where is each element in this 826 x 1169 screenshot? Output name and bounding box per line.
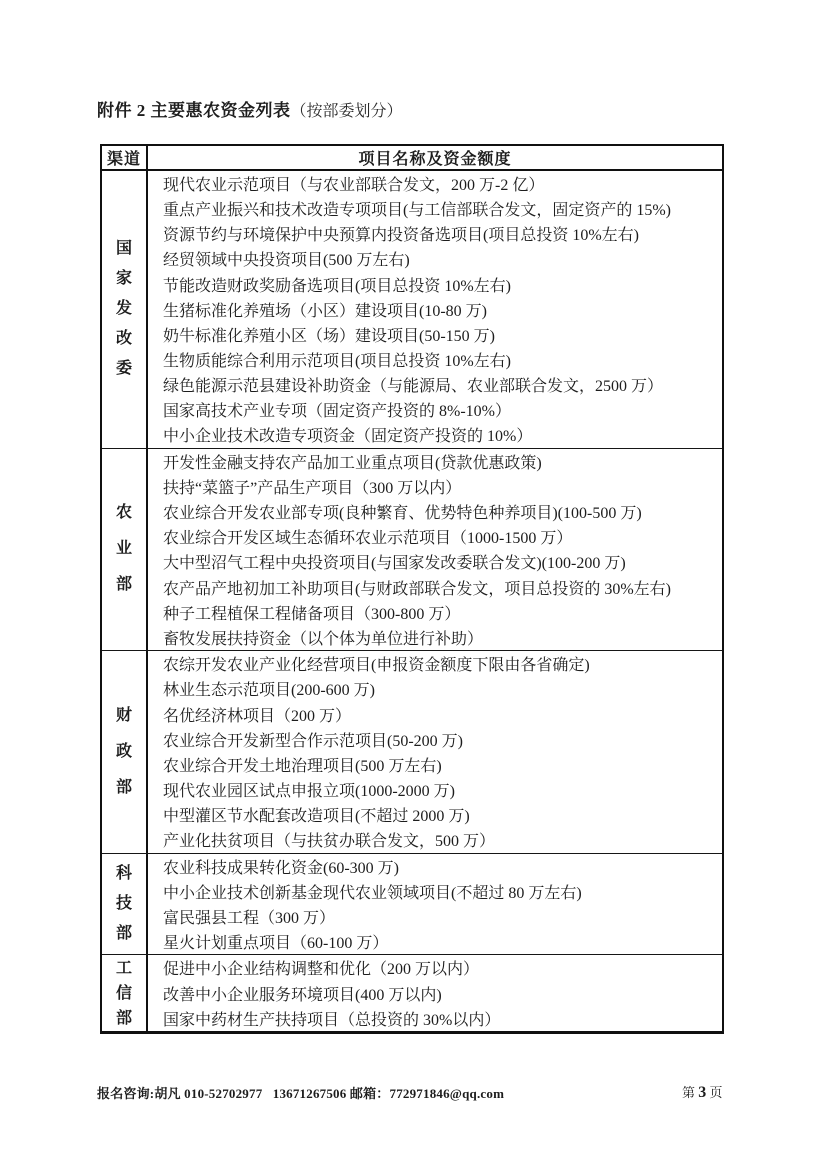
project-row: 重点产业振兴和技术改造专项项目(与工信部联合发文，固定资产的 15%) bbox=[163, 202, 671, 220]
project-rows bbox=[148, 651, 722, 853]
table-header-row bbox=[102, 146, 722, 171]
project-row: 绿色能源示范县建设补助资金（与能源局、农业部联合发文，2500 万） bbox=[163, 378, 664, 396]
table-section bbox=[102, 955, 722, 1031]
project-row: 畜牧发展扶持资金（以个体为单位进行补助） bbox=[163, 630, 484, 648]
footer-page-number bbox=[682, 1082, 723, 1102]
project-row: 大中型沼气工程中央投资项目(与国家发改委联合发文)(100-200 万) bbox=[163, 555, 626, 573]
channel-label: 科技部 bbox=[115, 864, 132, 942]
footer-contact: 报名咨询:胡凡 010-52702977 13671267506 邮箱：772971846@qq.com bbox=[97, 1086, 505, 1101]
table-section bbox=[102, 171, 722, 449]
project-row: 农业综合开发新型合作示范项目(50-200 万) bbox=[163, 732, 463, 750]
page-number-value: 3 bbox=[698, 1084, 707, 1101]
project-row: 农业科技成果转化资金(60-300 万) bbox=[163, 859, 399, 877]
page-title bbox=[97, 100, 403, 123]
page-title-main: 附件 2 主要惠农资金列表 bbox=[97, 101, 291, 120]
page-title-note: （按部委划分） bbox=[290, 103, 403, 120]
project-row: 产业化扶贫项目（与扶贫办联合发文，500 万） bbox=[163, 833, 496, 851]
project-row: 资源节约与环境保护中央预算内投资备选项目(项目总投资 10%左右) bbox=[163, 227, 639, 245]
channel-cell bbox=[102, 171, 148, 448]
project-row: 中小企业技术改造专项资金（固定资产投资的 10%） bbox=[163, 428, 533, 446]
project-row: 现代农业示范项目（与农业部联合发文，200 万-2 亿） bbox=[163, 177, 545, 195]
table-section bbox=[102, 449, 722, 652]
project-rows bbox=[148, 449, 722, 651]
project-rows bbox=[148, 854, 722, 955]
project-row: 富民强县工程（300 万） bbox=[163, 910, 336, 928]
table-section bbox=[102, 854, 722, 956]
table-sections bbox=[102, 171, 722, 1031]
channel-cell bbox=[102, 449, 148, 651]
fund-table bbox=[100, 144, 724, 1034]
project-rows bbox=[148, 955, 722, 1031]
project-row: 奶牛标准化养殖小区（场）建设项目(50-150 万) bbox=[163, 327, 495, 345]
channel-label: 国家发改委 bbox=[115, 240, 132, 378]
channel-cell bbox=[102, 854, 148, 955]
project-row: 国家中药材生产扶持项目（总投资的 30%以内） bbox=[163, 1011, 501, 1029]
channel-label: 工信部 bbox=[115, 959, 132, 1027]
table-header-projects: 项目名称及资金额度 bbox=[358, 151, 512, 168]
project-row: 经贸领域中央投资项目(500 万左右) bbox=[163, 252, 410, 270]
channel-label: 财政部 bbox=[115, 706, 132, 796]
project-row: 农产品产地初加工补助项目(与财政部联合发文，项目总投资的 30%左右) bbox=[163, 580, 671, 598]
project-row: 种子工程植保工程储备项目（300-800 万） bbox=[163, 605, 461, 623]
project-row: 中型灌区节水配套改造项目(不超过 2000 万) bbox=[163, 808, 470, 826]
project-row: 中小企业技术创新基金现代农业领域项目(不超过 80 万左右) bbox=[163, 884, 582, 902]
project-row: 农综开发农业产业化经营项目(申报资金额度下限由各省确定) bbox=[163, 657, 590, 675]
project-row: 节能改造财政奖励备选项目(项目总投资 10%左右) bbox=[163, 277, 511, 295]
project-row: 促进中小企业结构调整和优化（200 万以内） bbox=[163, 961, 480, 979]
project-row: 生猪标准化养殖场（小区）建设项目(10-80 万) bbox=[163, 302, 487, 320]
project-row: 国家高技术产业专项（固定资产投资的 8%-10%） bbox=[163, 403, 511, 421]
project-row: 改善中小企业服务环境项目(400 万以内) bbox=[163, 986, 442, 1004]
table-section bbox=[102, 651, 722, 854]
project-row: 生物质能综合利用示范项目(项目总投资 10%左右) bbox=[163, 353, 511, 371]
project-row: 名优经济林项目（200 万） bbox=[163, 707, 352, 725]
project-row: 星火计划重点项目（60-100 万） bbox=[163, 935, 389, 953]
channel-cell bbox=[102, 955, 148, 1031]
table-header-channel: 渠道 bbox=[102, 146, 148, 169]
page-number-suffix: 页 bbox=[706, 1085, 723, 1100]
project-row: 现代农业园区试点申报立项(1000-2000 万) bbox=[163, 783, 455, 801]
page-number-prefix: 第 bbox=[682, 1085, 699, 1100]
channel-cell bbox=[102, 651, 148, 853]
project-row: 农业综合开发农业部专项(良种繁育、优势特色种养项目)(100-500 万) bbox=[163, 505, 642, 523]
project-row: 农业综合开发土地治理项目(500 万左右) bbox=[163, 757, 442, 775]
project-row: 农业综合开发区域生态循环农业示范项目（1000-1500 万） bbox=[163, 530, 573, 548]
channel-label: 农业部 bbox=[115, 504, 132, 594]
project-row: 扶持“菜篮子”产品生产项目（300 万以内） bbox=[163, 479, 462, 497]
project-row: 开发性金融支持农产品加工业重点项目(贷款优惠政策) bbox=[163, 454, 542, 472]
project-rows bbox=[148, 171, 722, 448]
project-row: 林业生态示范项目(200-600 万) bbox=[163, 682, 375, 700]
